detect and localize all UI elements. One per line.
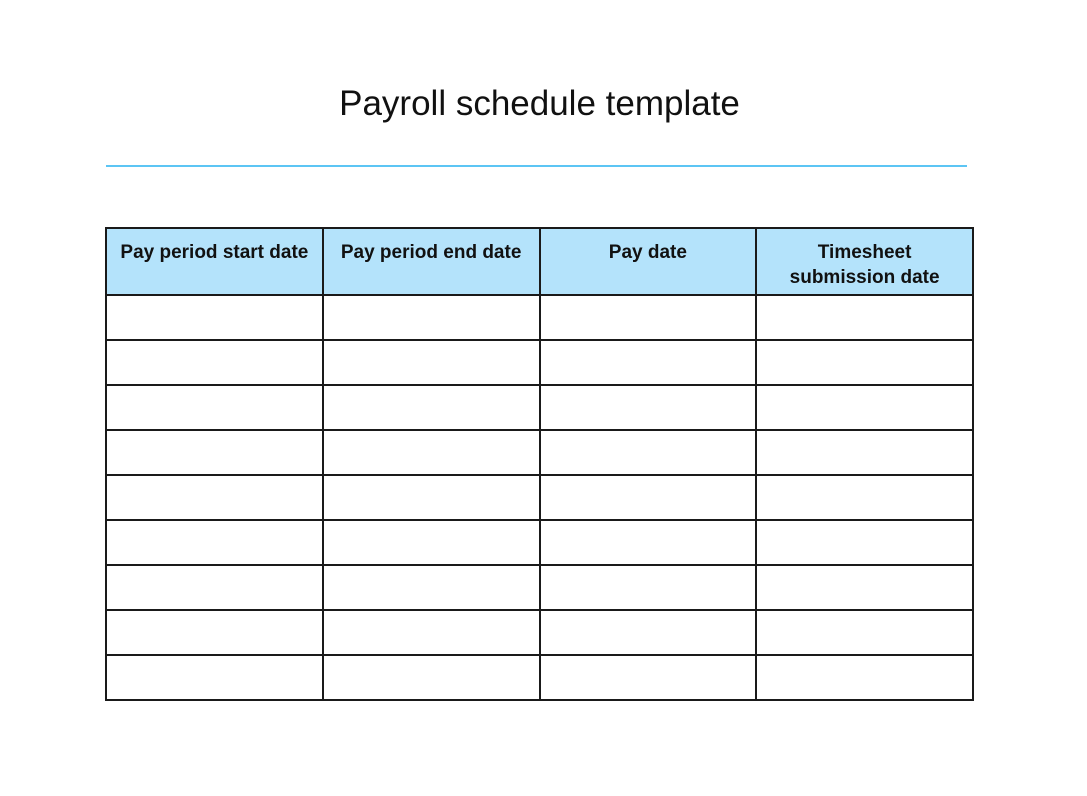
table-row — [106, 385, 973, 430]
table-cell[interactable] — [323, 610, 540, 655]
table-cell[interactable] — [540, 295, 757, 340]
page-title: Payroll schedule template — [339, 84, 740, 123]
column-header-pay-period-end — [323, 228, 540, 295]
table-cell[interactable] — [756, 565, 973, 610]
table-row — [106, 655, 973, 700]
column-header-label: Pay period start date — [120, 242, 309, 263]
table-cell[interactable] — [106, 655, 323, 700]
table-cell[interactable] — [106, 430, 323, 475]
table-cell[interactable] — [756, 295, 973, 340]
table-cell[interactable] — [756, 340, 973, 385]
table-body — [106, 295, 973, 700]
column-header-label: Pay date — [608, 242, 687, 263]
table-cell[interactable] — [106, 520, 323, 565]
table-row — [106, 430, 973, 475]
table-cell[interactable] — [540, 475, 757, 520]
table-row — [106, 295, 973, 340]
table-cell[interactable] — [756, 430, 973, 475]
table-cell[interactable] — [106, 340, 323, 385]
table-cell[interactable] — [323, 430, 540, 475]
table-header — [106, 228, 973, 295]
column-header-pay-date — [540, 228, 757, 295]
column-header-label: Timesheet submission date — [789, 242, 940, 288]
table-cell[interactable] — [323, 520, 540, 565]
column-header-pay-period-start — [106, 228, 323, 295]
table-cell[interactable] — [323, 655, 540, 700]
table-cell[interactable] — [540, 610, 757, 655]
table-cell[interactable] — [323, 565, 540, 610]
table-cell[interactable] — [106, 610, 323, 655]
header-row — [106, 228, 973, 295]
table-row — [106, 340, 973, 385]
table-cell[interactable] — [323, 295, 540, 340]
table-cell[interactable] — [106, 295, 323, 340]
table-cell[interactable] — [323, 475, 540, 520]
table-cell[interactable] — [540, 565, 757, 610]
table-cell[interactable] — [540, 385, 757, 430]
table-cell[interactable] — [106, 565, 323, 610]
table-cell[interactable] — [323, 385, 540, 430]
table-row — [106, 520, 973, 565]
table-cell[interactable] — [756, 385, 973, 430]
table-cell[interactable] — [106, 385, 323, 430]
table-row — [106, 475, 973, 520]
title-divider — [106, 165, 967, 167]
table-cell[interactable] — [540, 655, 757, 700]
payroll-schedule-table — [105, 227, 974, 701]
column-header-label: Pay period end date — [340, 242, 522, 263]
table-row — [106, 610, 973, 655]
table-cell[interactable] — [756, 610, 973, 655]
table-cell[interactable] — [106, 475, 323, 520]
table-cell[interactable] — [540, 520, 757, 565]
table-cell[interactable] — [323, 340, 540, 385]
table-cell[interactable] — [756, 520, 973, 565]
table-cell[interactable] — [540, 430, 757, 475]
column-header-timesheet-submission — [756, 228, 973, 295]
table-cell[interactable] — [756, 475, 973, 520]
table-cell[interactable] — [540, 340, 757, 385]
table-cell[interactable] — [756, 655, 973, 700]
table-row — [106, 565, 973, 610]
